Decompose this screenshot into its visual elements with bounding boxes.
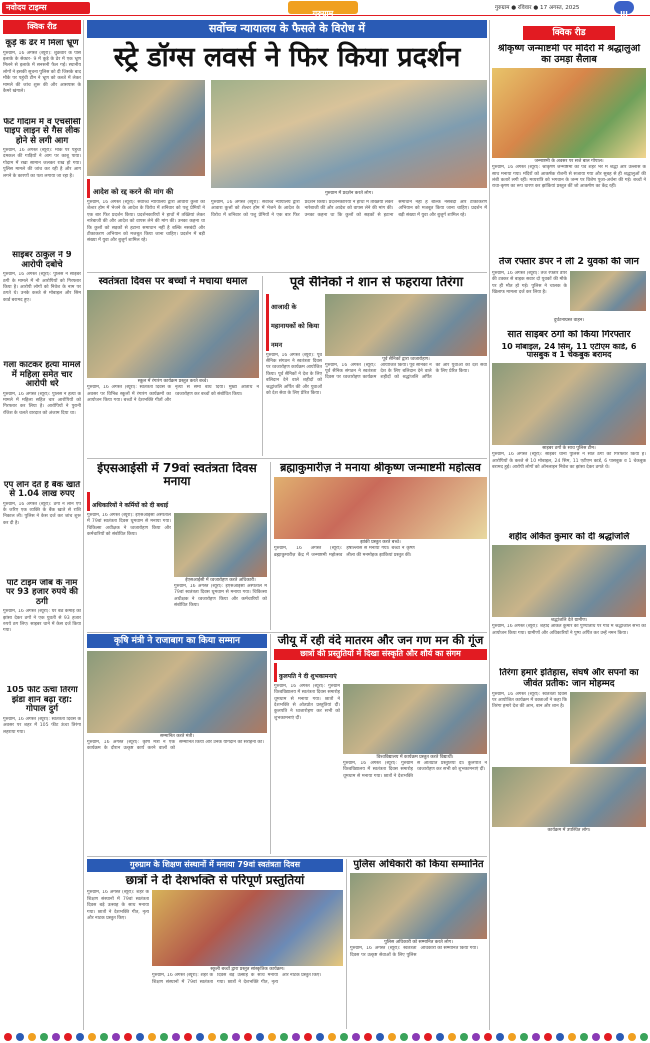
row4-s1-photo (87, 651, 267, 733)
rc-story2-caption: दुर्घटनाग्रस्त वाहन। (553, 317, 585, 323)
decorative-dot (568, 1033, 576, 1041)
row2-story1 (87, 276, 259, 456)
left-items (3, 39, 81, 781)
row5-story1 (87, 859, 343, 1029)
rc-story2-body: गुरुग्राम, 16 अगस्त (ब्यूरो): तेज रफ्तार डंपर की टक्कर से बाइक सवार दो युवकों की मौके पर ही मौत हो गई। पुलिस ने चालक के खिलाफ मामला दर्ज कर लिया है। (492, 270, 567, 296)
masthead-left-logo (2, 2, 90, 14)
row2-s2-row (266, 294, 487, 483)
rc-story3-body: गुरुग्राम, 16 अगस्त (ब्यूरो): साइबर थाना पुलिस ने सात ठगों को गिरफ्तार किया है। आरोपियों के कब्जे से 10 मोबाइल, 24 सिम, 11 एटीएम कार्ड, 6 पासबुक व 1 चेकबुक बरामद हुई। आरोपी लोगों को ऑनलाइन निवेश का झांसा देकर ठगते थे। (492, 452, 646, 471)
rc-story2-photo (570, 271, 646, 311)
row4-s2-body-2: गुरुग्राम, 16 अगस्त (ब्यूरो): गुरुग्राम विश्वविद्यालय में स्वतंत्रता दिवस समारोह धूमधाम से मनाया गया। छात्रों ने देशभक्ति से ओतप्रोत प्रस्तुतियां दीं। कुलपति ने ध्वजारोहण कर सभी को शुभकामनाएं दीं। (343, 760, 487, 779)
row2-s2-subhead (266, 294, 322, 351)
row2-s1-headline: स्वतंत्रता दिवस पर बच्चों ने मचाया धमाल (98, 276, 248, 287)
row5-s2-headline: पुलिस अधिकारी को किया सम्मानित (353, 859, 484, 870)
decorative-dot (208, 1033, 216, 1041)
page-number-label: III (620, 10, 628, 18)
row5-rule (87, 856, 487, 857)
decorative-dot (484, 1033, 492, 1041)
row4-s2-right (343, 684, 487, 834)
rc-story5-caption: कार्यक्रम में उपस्थित लोग। (547, 827, 591, 833)
row3-s1-subhead-text: अधिकारियों ने कर्मियों को दी बधाई (92, 501, 169, 509)
decorative-dot (316, 1033, 324, 1041)
row2-s2-headline: पूर्व सैनिकों ने शान से फहराया तिरंगा (289, 276, 464, 290)
decorative-dot (196, 1033, 204, 1041)
decorative-dot (436, 1033, 444, 1041)
rc-story4-headline: शहीद अंकित कुमार को दी श्रद्धांजलि (508, 532, 630, 543)
left-item-body: गुरुग्राम, 16 अगस्त (ब्यूरो): घर बैठे कमाई का झांसा देकर ठगों ने एक युवती से 93 हजार रुपये ठग लिए। साइबर थाने में केस दर्ज किया गया। (3, 609, 81, 634)
rc-story1-body: गुरुग्राम, 16 अगस्त (ब्यूरो): श्रीकृष्ण जन्माष्टमी का पर्व शहर भर में श्रद्धा और उल्लास के साथ मनाया गया। मंदिरों को आकर्षक रोशनी से सजाया गया और सुबह से ही श्रद्धालुओं की लंबी कतारें लगी रहीं। मध्यरात्रि को भगवान के जन्म पर विशेष पूजा-अर्चना की गई। बच्चों ने राधा-कृष्ण का रूप धारण कर झांकियां प्रस्तुत कीं जो आकर्षण का केंद्र रहीं। (492, 165, 646, 190)
row4-s1-headline: कृषि मंत्री ने राजाबाग का किया सम्मान (87, 634, 267, 648)
left-item-headline: गला काटकर हत्या मामले में महिला समेत चार आरोपी धरे (3, 361, 81, 390)
rc-story5-photo-2 (492, 767, 646, 827)
top-story-body-1: गुरुग्राम, 16 अगस्त (ब्यूरो): सर्वोच्च न्यायालय द्वारा आवारा कुत्तों को शेल्टर होम में भेजने के आदेश के विरोध में शनिवार को पशु प्रेमियों ने एक बार फिर प्रदर्शन किया। प्रदर्शनकारियों ने हाथों में तख्तियां लेकर नारेबाजी की और आदेश को वापस लेने की मांग की। उनका कहना था कि कुत्तों को सड़कों से हटाना समाधान नहीं है बल्कि नसबंदी और टीकाकरण अभियान को मजबूत किया जाना चाहिए। प्रदर्शन में बड़ी संख्या में युवा और बुजुर्ग शामिल रहे। (87, 200, 205, 244)
row4-s2-headline: जीयू में रही वंदे मातरम और जन गण मन की गूंज (277, 634, 484, 647)
row5-divider (346, 859, 347, 1029)
decorative-dot (100, 1033, 108, 1041)
decorative-dot (412, 1033, 420, 1041)
decorative-dot (532, 1033, 540, 1041)
row4-s2-photo (343, 684, 487, 754)
masthead-left: नवोदय टाइम्स (6, 3, 47, 12)
decorative-dot (388, 1033, 396, 1041)
row5-body: गुरुग्राम, 16 अगस्त (ब्यूरो): शहर के शिक्षण संस्थानों में 79वां स्वतंत्रता दिवस बड़े उत्साह के साथ मनाया गया। छात्रों ने देशभक्ति गीत, नृत्य और नाटक प्रस्तुत किए। (87, 890, 149, 922)
left-item-headline: पार्ट टाइम जॉब के नाम पर 93 हजार रुपये की ठगी (5, 578, 79, 607)
row2-s2-subhead-text: आजादी के महानायकों को किया नमन (271, 302, 320, 349)
rc-story3-subhead: 10 मोबाइल, 24 सिम, 11 एटीएम कार्ड, 6 पासबुक व 1 चेकबुक बरामद (501, 342, 637, 360)
masthead-date: गुरुग्राम ● रविवार ● 17 अगस्त, 2025 (495, 5, 580, 11)
decorative-dot (304, 1033, 312, 1041)
decorative-dot (424, 1033, 432, 1041)
decorative-dot (592, 1033, 600, 1041)
rc-story1-headline: श्रीकृष्ण जन्माष्टमी पर मंदिरों में श्रद्धालुओं का उमड़ा सैलाब (497, 44, 641, 65)
left-item-body: गुरुग्राम, 16 अगस्त (ब्यूरो): ठगों ने लोन एप के जरिए एक व्यक्ति के बैंक खाते से राशि निकाल ली। पुलिस ने केस दर्ज कर जांच शुरू कर दी है। (3, 501, 81, 526)
rc-story4-body: गुरुग्राम, 16 अगस्त (ब्यूरो): शहीद अंकित कुमार की पुण्यतिथि पर गांव में श्रद्धांजलि सभा का आयोजन किया गया। ग्रामीणों और अधिकारियों ने पुष्प अर्पित कर उन्हें नमन किया। (492, 624, 646, 636)
quick-read-left: क्विक रीड (3, 20, 81, 34)
top-story (87, 20, 487, 270)
decorative-dot (496, 1033, 504, 1041)
row5-s1-row (87, 890, 343, 1008)
rc-story4-caption: श्रद्धांजलि देते ग्रामीण। (550, 618, 588, 624)
row2-rule (87, 272, 487, 273)
row2-s2-photo (325, 294, 487, 356)
row5-headline: छात्रों ने दी देशभक्ति से परिपूर्ण प्रस्तुतियां (125, 873, 305, 887)
top-story-kicker: सर्वोच्च न्यायालय के फैसले के विरोध में (87, 20, 487, 38)
decorative-dot (256, 1033, 264, 1041)
left-item-body: गुरुग्राम, 16 अगस्त (ब्यूरो): मौके पर पहुंची दमकल की गाड़ियों ने आग पर काबू पाया। गोदाम में रखा सामान जलकर राख हो गया। पुलिस मामले की जांच कर रही है और आग लगने के कारणों का पता लगाया जा रहा है। (3, 148, 81, 179)
row3-s1-right (174, 513, 267, 643)
top-story-subhead (87, 179, 205, 198)
top-story-subhead-text: आदेश को रद्द करने की मांग की (93, 188, 174, 196)
decorative-dot (580, 1033, 588, 1041)
row3-s2-photo (274, 477, 487, 539)
rc-story1-caption: जन्माष्टमी के अवसर पर सजे बाल गोपाल। (534, 159, 604, 165)
decorative-dot (220, 1033, 228, 1041)
decorative-dot (352, 1033, 360, 1041)
decorative-dot (508, 1033, 516, 1041)
decorative-dot (64, 1033, 72, 1041)
row5-body-2: गुरुग्राम, 16 अगस्त (ब्यूरो): शहर के शिक्षण संस्थानों में 79वां स्वतंत्रता दिवस बड़े उत्साह के साथ मनाया गया। छात्रों ने देशभक्ति गीत, नृत्य और नाटक प्रस्तुत किए। (152, 973, 322, 985)
decorative-dot (124, 1033, 132, 1041)
row3-s2-body: गुरुग्राम, 16 अगस्त (ब्यूरो): ब्रह्माकुमारीज़ केंद्र में जन्माष्टमी महोत्सव हर्षोल्लास से मनाया गया। बच्चों ने कृष्ण लीला की मनमोहक झांकियां प्रस्तुत कीं। (274, 546, 415, 558)
section-tab-label: गुरुग्राम (312, 9, 334, 18)
row3-s1-caption: ईएसआईसी में ध्वजारोहण करते अधिकारी। (185, 577, 256, 583)
left-item-headline: 105 फीट ऊंचा तिरंगा झंडा शान बढ़ा रहा: गोपाल दुर्ग (6, 686, 78, 715)
left-item-body: गुरुग्राम, 16 अगस्त (ब्यूरो): पुलिस ने हत्या के मामले में महिला सहित चार आरोपियों को गिरफ्तार कर लिया है। आरोपियों ने पुरानी रंजिश के चलते वारदात को अंजाम दिया था। (3, 391, 81, 416)
left-item-body: गुरुग्राम, 16 अगस्त (ब्यूरो): स्वतंत्रता दिवस के अवसर पर शहर में 105 फीट ऊंचा तिरंगा लहराया गया। (3, 716, 81, 735)
row5-photo (152, 890, 343, 966)
rc-story5-row (492, 692, 646, 764)
decorative-dot (328, 1033, 336, 1041)
decorative-dot (172, 1033, 180, 1041)
decorative-dot (520, 1033, 528, 1041)
row2-s1-caption: स्कूल में रंगारंग कार्यक्रम प्रस्तुत करते बच्चे। (137, 379, 209, 385)
rc-story5-body: गुरुग्राम, 16 अगस्त (ब्यूरो): स्वतंत्रता दिवस पर आयोजित कार्यक्रम में वक्ताओं ने कहा कि तिरंगा हमारे देश की आन, बान और शान है। (492, 691, 567, 710)
rc-story3-headline: सात साइबर ठगों को किया गिरफ्तार (507, 329, 631, 340)
row4-divider (270, 634, 271, 854)
row4-s2-row (274, 684, 487, 834)
row3-s1-row (87, 513, 267, 643)
row4-s2-subhead-text: कुलपति ने दी शुभकामनाएं (279, 672, 337, 680)
row3-s2-headline: ब्रह्माकुमारीज़ ने मनाया श्रीकृष्ण जन्माष्टमी महोत्सव (280, 462, 481, 474)
top-story-photo-main (211, 80, 487, 188)
masthead (0, 0, 650, 16)
row2-s1-photo (87, 290, 259, 378)
row2-s2-left (266, 294, 322, 483)
top-story-headline: स्ट्रे डॉग्स लवर्स ने फिर किया प्रदर्शन (113, 42, 461, 73)
left-item-headline: कूड़े के ढेर में मिला भ्रूण (5, 39, 79, 48)
decorative-dot (88, 1033, 96, 1041)
row2-s2-caption: पूर्व सैनिकों द्वारा ध्वजारोहण। (382, 356, 430, 362)
decorative-dot (232, 1033, 240, 1041)
rc-story4-photo (492, 545, 646, 617)
right-column (492, 20, 646, 1030)
decorative-dot (616, 1033, 624, 1041)
row3-s1-photo (174, 513, 267, 577)
right-divider (489, 20, 490, 1030)
row2-story2 (266, 276, 487, 456)
decorative-dot (148, 1033, 156, 1041)
decorative-dot (364, 1033, 372, 1041)
row5-story2 (350, 859, 487, 1029)
row2-s2-right (325, 294, 487, 483)
decorative-dot (628, 1033, 636, 1041)
row3-story2 (274, 462, 487, 630)
row3-s2-caption: झांकी प्रस्तुत करते बच्चे। (360, 540, 401, 546)
quick-read-right: क्विक रीड (523, 26, 615, 40)
footer-dots (0, 1031, 650, 1043)
top-story-body-2: गुरुग्राम, 16 अगस्त (ब्यूरो): सर्वोच्च न्यायालय द्वारा आवारा कुत्तों को शेल्टर होम में भेजने के आदेश के विरोध में शनिवार को पशु प्रेमियों ने एक बार फिर प्रदर्शन किया। प्रदर्शनकारियों ने हाथों में तख्तियां लेकर नारेबाजी की और आदेश को वापस लेने की मांग की। उनका कहना था कि कुत्तों को सड़कों से हटाना समाधान नहीं है बल्कि नसबंदी और टीकाकरण अभियान को मजबूत किया जाना चाहिए। प्रदर्शन में बड़ी संख्या में युवा और बुजुर्ग शामिल रहे। (211, 200, 487, 218)
row4-story2 (274, 634, 487, 854)
row5-s2-photo (350, 873, 487, 939)
left-column (3, 20, 81, 1030)
row3-s1-headline: ईएसआईसी में 79वां स्वतंत्रता दिवस मनाया (97, 462, 257, 489)
row3-s1-subhead (87, 492, 171, 511)
rc-story3-photo (492, 363, 646, 445)
decorative-dot (76, 1033, 84, 1041)
row4-s2-body: गुरुग्राम, 16 अगस्त (ब्यूरो): गुरुग्राम विश्वविद्यालय में स्वतंत्रता दिवस समारोह धूमधाम से मनाया गया। छात्रों ने देशभक्ति से ओतप्रोत प्रस्तुतियां दीं। कुलपति ने ध्वजारोहण कर सभी को शुभकामनाएं दीं। (274, 683, 340, 721)
decorative-dot (460, 1033, 468, 1041)
decorative-dot (556, 1033, 564, 1041)
rc-story2-row (492, 271, 646, 317)
top-story-photo (87, 80, 205, 176)
page-number (614, 1, 634, 18)
row2-s2-body: गुरुग्राम, 16 अगस्त (ब्यूरो): पूर्व सैनिक संगठन ने स्वतंत्रता दिवस पर ध्वजारोहण कार्यक्रम आयोजित किया। पूर्व सैनिकों ने देश के लिए बलिदान देने वाले शहीदों को श्रद्धांजलि अर्पित की और युवाओं को देश सेवा के लिए प्रेरित किया। (266, 352, 322, 396)
decorative-dot (640, 1033, 648, 1041)
row5-s1-right (152, 890, 343, 1008)
row4-s1-caption: सम्मानित करते मंत्री। (160, 734, 194, 740)
row4-s2-kicker: छात्रों की प्रस्तुतियों में दिखा संस्कृति और शौर्य का संगम (274, 649, 487, 660)
left-item-body: गुरुग्राम, 16 अगस्त (ब्यूरो): पुलिस ने साइबर ठगी के मामले में नौ आरोपियों को गिरफ्तार किया है। आरोपी लोगों को निवेश के नाम पर ठगते थे। उनके कब्जे से मोबाइल और सिम कार्ड बरामद हुए। (3, 272, 81, 303)
row4-s2-subhead (274, 663, 340, 682)
row5-kicker: गुरुग्राम के शिक्षण संस्थानों में मनाया 79वां स्वतंत्रता दिवस (87, 859, 343, 872)
row3-s1-body-2: गुरुग्राम, 16 अगस्त (ब्यूरो): ईएसआईसी अस्पताल में 79वां स्वतंत्रता दिवस धूमधाम से मनाया गया। चिकित्सा अधीक्षक ने ध्वजारोहण किया और कर्मचारियों को संबोधित किया। (174, 583, 267, 609)
left-item-headline: फेंटे गोदाम में व एचसीसी पाइप लाइन से गैस लीक होने से लगी आग (3, 117, 81, 146)
decorative-dot (16, 1033, 24, 1041)
left-item-body: गुरुग्राम, 16 अगस्त (ब्यूरो): शुक्रवार के पास इलाके के सेक्टर- 9 में कूड़े के ढेर में एक भ्रूण मिलने से इलाके में सनसनी फैल गई। स्थानीय लोगों ने इसकी सूचना पुलिस को दी जिसके बाद मौके पर पहुंची टीम ने भ्रूण को कब्जे में लेकर मामले की जांच शुरू की और आसपास के कैमरे खंगाले। (3, 50, 81, 94)
row2-s1-body: गुरुग्राम, 16 अगस्त (ब्यूरो): स्वतंत्रता दिवस के अवसर पर विभिन्न स्कूलों में रंगारंग कार्यक्रमों का आयोजन किया गया। बच्चों ने देशभक्ति गीतों और नृत्यों से समां बांध दिया। मुख्य अतिथि ने ध्वजारोहण कर बच्चों को संबोधित किया। (87, 385, 259, 403)
row5-s2-body: गुरुग्राम, 16 अगस्त (ब्यूरो): स्वतंत्रता दिवस पर उत्कृष्ट सेवाओं के लिए पुलिस अधिकारी को सम्मानित किया गया। (350, 946, 478, 958)
left-item-headline: एप लोन देते हैं बैंक खाते से 1.04 लाख रुपए (3, 480, 81, 500)
decorative-dot (28, 1033, 36, 1041)
decorative-dot (244, 1033, 252, 1041)
rc-story1-photo (492, 68, 646, 158)
decorative-dot (340, 1033, 348, 1041)
top-story-caption: गुरुग्राम में प्रदर्शन करते लोग। (325, 191, 373, 196)
decorative-dot (376, 1033, 384, 1041)
row3-rule (87, 458, 487, 459)
decorative-dot (4, 1033, 12, 1041)
decorative-dot (112, 1033, 120, 1041)
left-divider (83, 20, 84, 1030)
decorative-dot (448, 1033, 456, 1041)
row4-s1-body: गुरुग्राम, 16 अगस्त (ब्यूरो): कृषि मंत्री ने एक कार्यक्रम के दौरान उत्कृष्ट कार्य करने वालों को सम्मानित किया और उनके योगदान की सराहना की। (87, 740, 264, 752)
rc-story5-photo (570, 692, 646, 764)
decorative-dot (472, 1033, 480, 1041)
decorative-dot (268, 1033, 276, 1041)
row2-s2-body-2: गुरुग्राम, 16 अगस्त (ब्यूरो): पूर्व सैनिक संगठन ने स्वतंत्रता दिवस पर ध्वजारोहण कार्यक्रम आयोजित किया। पूर्व सैनिकों ने देश के लिए बलिदान देने वाले शहीदों को श्रद्धांजलि अर्पित की और युवाओं को देश सेवा के लिए प्रेरित किया। (325, 362, 487, 381)
decorative-dot (160, 1033, 168, 1041)
decorative-dot (292, 1033, 300, 1041)
section-tab (288, 1, 358, 18)
decorative-dot (52, 1033, 60, 1041)
row4-story1 (87, 634, 267, 854)
row3-story1 (87, 462, 267, 630)
decorative-dot (400, 1033, 408, 1041)
rc-story5-headline: तिरंगा हमारे इतिहास, संघर्ष और सपनों का जीवंत प्रतीक: जान मोहम्मद (499, 668, 639, 689)
row3-divider (270, 462, 271, 630)
row5-caption: स्कूली बच्चों द्वारा प्रस्तुत सांस्कृतिक कार्यक्रम। (210, 967, 285, 973)
decorative-dot (604, 1033, 612, 1041)
row4-rule (87, 632, 487, 633)
rc-story3-caption: साइबर ठगों के साथ पुलिस टीम। (542, 446, 596, 452)
decorative-dot (136, 1033, 144, 1041)
row3-s1-body: गुरुग्राम, 16 अगस्त (ब्यूरो): ईएसआईसी अस्पताल में 79वां स्वतंत्रता दिवस धूमधाम से मनाया गया। चिकित्सा अधीक्षक ने ध्वजारोहण किया और कर्मचारियों को संबोधित किया। (87, 512, 171, 538)
row4-s2-caption: विश्वविद्यालय में कार्यक्रम प्रस्तुत करते विद्यार्थी। (376, 754, 454, 760)
decorative-dot (40, 1033, 48, 1041)
decorative-dot (544, 1033, 552, 1041)
decorative-dot (184, 1033, 192, 1041)
rc-story2-headline: तेज रफ्तार डंपर ने ली 2 युवकों की जान (499, 257, 639, 268)
left-item-headline: साइबर ठाकुल ने 9 आरोपी दबोचे (12, 251, 72, 270)
row5-s2-caption: पुलिस अधिकारी को सम्मानित करते लोग। (384, 940, 453, 946)
decorative-dot (280, 1033, 288, 1041)
row2-divider (262, 276, 263, 456)
